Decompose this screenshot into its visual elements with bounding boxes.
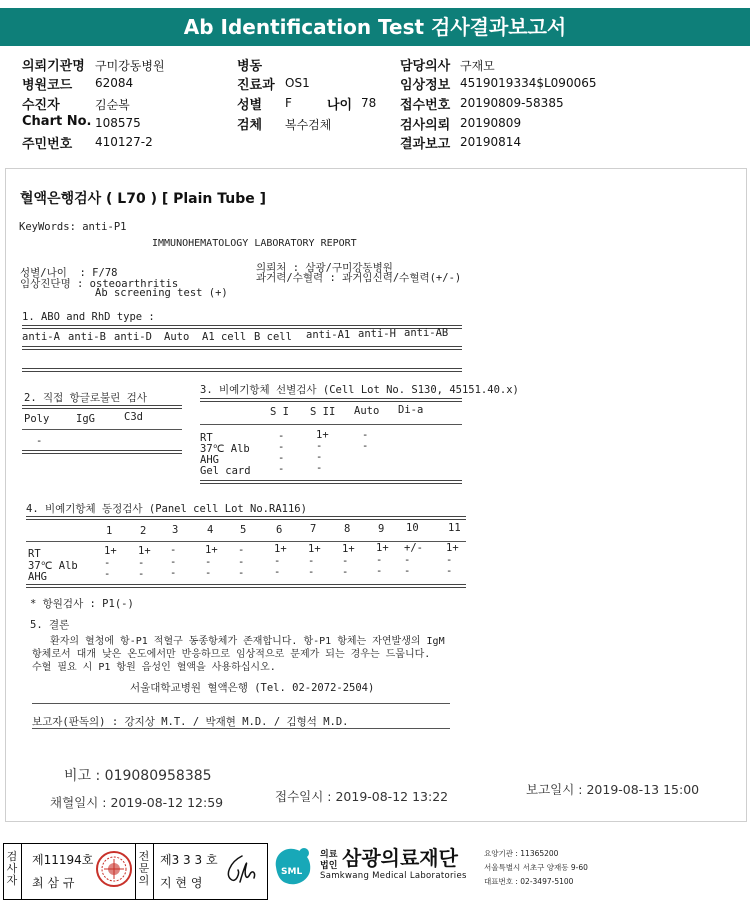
sec3-cell: - <box>278 463 285 475</box>
hospital-line: 서울대학교병원 혈액은행 (Tel. 02-2072-2504) <box>130 682 375 694</box>
history: 과거력/수혈력 : 과거임신력/수혈력(+/-) <box>256 272 462 284</box>
org-phone: 대표번호 : 02-3497-5100 <box>484 877 574 886</box>
receipt-no-label: 접수번호 <box>400 98 451 113</box>
report-title: Ab Identification Test 검사결과보고서 <box>183 15 567 39</box>
sex-label: 성별 <box>237 98 263 113</box>
sec4-cell: 1+ <box>138 544 151 557</box>
sec2-rule-top <box>22 405 182 409</box>
sec4-cell: - <box>238 543 245 556</box>
sec4-cell: - <box>404 553 411 566</box>
sec4-row-label: RT <box>28 548 41 560</box>
org-english-name: Samkwang Medical Laboratories <box>320 871 467 881</box>
report-heading: 혈액은행검사 ( L70 ) [ Plain Tube ] <box>20 191 267 207</box>
org-prefix-2: 법인 <box>320 861 338 871</box>
chart-no-value: 108575 <box>95 116 141 130</box>
sec4-title: 4. 비예기항체 동정검사 (Panel cell Lot No.RA116) <box>26 503 307 515</box>
box1-name: 최 삼 규 <box>32 876 75 890</box>
sec4-cell: - <box>138 567 145 580</box>
reporter-rule-top <box>32 703 450 704</box>
box2-divider <box>153 844 154 899</box>
sec1-col-1: anti-B <box>68 331 106 343</box>
sec4-row-label: AHG <box>28 571 47 583</box>
sec3-cell: - <box>362 440 369 452</box>
doctor-value: 구재모 <box>460 59 495 73</box>
resident-no-label: 주민번호 <box>22 137 73 152</box>
request-date-label: 검사의뢰 <box>400 118 451 133</box>
sec4-cell: - <box>104 568 111 580</box>
sec4-rule-top <box>26 516 466 520</box>
org-code: 요양기관 : 11365200 <box>484 849 559 858</box>
sec4-cell: +/- <box>404 541 423 554</box>
doctor-label: 담당의사 <box>400 59 451 74</box>
reporter-rule-bottom <box>32 728 450 729</box>
sec4-col-header: 8 <box>344 522 351 535</box>
sec3-col-2: Auto <box>354 405 380 417</box>
sec2-col-poly: Poly <box>24 413 50 425</box>
sec4-cell: 1+ <box>274 543 287 556</box>
org-address: 서울특별시 서초구 양재동 9-60 <box>484 863 588 872</box>
sec4-cell: - <box>238 566 245 579</box>
sec5-title: 5. 결론 <box>30 619 70 631</box>
sec3-cell: - <box>316 440 323 452</box>
sec3-title: 3. 비예기항체 선별검사 (Cell Lot No. S130, 45151.40.x) <box>200 384 519 396</box>
sec3-cell: 1+ <box>316 429 329 441</box>
sec4-cell: - <box>342 554 349 567</box>
patient-value: 김순복 <box>95 98 130 112</box>
sec1-rule-bottom <box>22 368 462 372</box>
sec4-col-header: 4 <box>207 524 214 537</box>
sec4-col-header: 7 <box>310 523 317 536</box>
sec2-col-igg: IgG <box>76 413 95 425</box>
report-date-value: 20190814 <box>460 135 522 149</box>
resident-no-value: 410127-2 <box>95 135 153 149</box>
sec4-cell: - <box>446 553 453 566</box>
conclusion-line2: 항체로서 대개 낮은 온도에서만 반응하므로 임상적으로 문제가 되는 경우는 드뭅니다. <box>32 649 431 660</box>
sec4-cell: - <box>170 556 177 569</box>
sec2-value: - <box>36 435 43 447</box>
sec4-cell: 1+ <box>104 545 117 557</box>
collected-time: 채혈일시 : 2019-08-12 12:59 <box>50 795 224 810</box>
sec1-col-5: B cell <box>254 331 292 343</box>
receipt-no-value: 20190809-58385 <box>460 96 564 110</box>
sec4-cell: 1+ <box>205 543 218 556</box>
sec4-col-header: 5 <box>240 523 247 536</box>
sec4-cell: - <box>238 555 245 568</box>
box2-license-no: 제3 3 3 호 <box>160 853 218 867</box>
sec4-col-header: 6 <box>276 523 283 536</box>
box1-vertical-label: 검 사 자 <box>6 850 18 887</box>
sec3-cell: - <box>278 441 285 453</box>
sml-logo-text: SML <box>281 867 303 877</box>
sex-value: F <box>285 96 292 110</box>
chart-no-label: Chart No. <box>22 114 92 129</box>
sec4-col-header: 2 <box>140 524 147 537</box>
hospital-code-value: 62084 <box>95 76 134 90</box>
sec3-row-label: AHG <box>200 454 219 466</box>
sec3-rule-top <box>200 398 462 402</box>
sec3-col-3: Di-a <box>398 404 424 416</box>
note-line: 비고 : 019080958385 <box>64 768 212 784</box>
sec2-title: 2. 직접 항글로불린 검사 <box>24 392 147 404</box>
sec4-cell: 1+ <box>342 542 355 555</box>
sec1-col-2: anti-D <box>114 331 152 343</box>
received-time: 접수일시 : 2019-08-12 13:22 <box>275 789 449 804</box>
sec4-cell: - <box>376 554 383 567</box>
sec1-col-0: anti-A <box>22 331 60 343</box>
lab-title: IMMUNOHEMATOLOGY LABORATORY REPORT <box>152 238 357 249</box>
dept-value: OS1 <box>285 76 310 90</box>
sec4-cell: - <box>104 557 111 569</box>
sml-logo-icon <box>270 843 316 889</box>
sec4-cell: - <box>308 554 315 567</box>
box2-vertical-label: 전 문 의 <box>138 850 150 887</box>
sec4-cell: - <box>308 565 315 578</box>
sec4-cell: - <box>138 556 145 569</box>
clinical-info-value: 4519019334$L090065 <box>460 76 597 90</box>
sec3-rule-mid <box>200 424 462 425</box>
org-name: 삼광의료재단 <box>342 846 458 870</box>
institution-label: 의뢰기관명 <box>22 59 85 74</box>
sec1-col-8: anti-AB <box>404 327 449 339</box>
report-date-label: 결과보고 <box>400 137 451 152</box>
sec4-cell: 1+ <box>446 541 459 554</box>
sec1-col-3: Auto <box>164 331 190 343</box>
sec3-cell: - <box>278 430 285 442</box>
box1-divider <box>21 844 22 899</box>
sec4-col-header: 11 <box>448 522 461 534</box>
box2-name: 지 현 영 <box>160 876 203 890</box>
seal-stamp-icon <box>94 849 134 889</box>
diagnosis-line1: 임상진단명 : osteoarthritis <box>20 278 179 290</box>
sec2-rule-mid <box>22 429 182 430</box>
sec4-col-header: 3 <box>172 524 179 537</box>
sec3-rule-bottom <box>200 480 462 484</box>
sec3-cell: - <box>278 452 285 464</box>
sec1-title: 1. ABO and RhD type : <box>22 311 155 323</box>
sec4-cell: - <box>342 565 349 578</box>
sec4-cell: - <box>170 544 177 557</box>
sec1-col-6: anti-A1 <box>306 329 351 341</box>
sec4-cell: - <box>205 566 212 579</box>
sec4-cell: 1+ <box>376 542 389 555</box>
sec4-col-header: 10 <box>406 522 419 535</box>
sec4-cell: - <box>404 564 411 577</box>
clinical-info-label: 임상정보 <box>400 78 451 93</box>
sec1-rule-top <box>22 325 462 329</box>
sec3-row-label: RT <box>200 432 213 444</box>
sec2-col-c3d: C3d <box>124 411 143 423</box>
sec4-rule-mid <box>26 541 466 542</box>
reported-time: 보고일시 : 2019-08-13 15:00 <box>526 782 700 797</box>
sec1-rule-mid <box>22 346 462 350</box>
box1-license-no: 제11194호 <box>32 853 94 867</box>
hospital-code-label: 병원코드 <box>22 78 73 93</box>
specimen-value: 복수검체 <box>285 118 332 132</box>
sec3-col-0: S I <box>270 406 289 418</box>
sec4-cell: - <box>274 555 281 568</box>
sec4-cell: - <box>274 566 281 579</box>
sec4-cell: - <box>205 555 212 568</box>
sec4-cell: - <box>376 565 383 578</box>
box-divider <box>135 844 136 899</box>
handwritten-signature-icon <box>222 852 260 888</box>
sec3-cell: - <box>362 429 369 441</box>
sec3-cell: - <box>316 462 323 474</box>
institution-value: 구미강동병원 <box>95 59 165 73</box>
sex-age: 성별/나이 : F/78 <box>20 267 118 279</box>
sec3-col-1: S II <box>310 406 336 418</box>
keywords: KeyWords: anti-P1 <box>19 221 127 233</box>
sec4-cell: 1+ <box>308 542 321 555</box>
conclusion-line3: 수혈 필요 시 P1 항원 음성인 혈액을 사용하십시오. <box>32 662 276 673</box>
sec2-rule-bottom <box>22 450 182 454</box>
dept-label: 진료과 <box>237 78 275 93</box>
patient-label: 수진자 <box>22 98 60 113</box>
sec4-rule-bottom <box>26 584 466 588</box>
sec3-cell: - <box>316 451 323 463</box>
sec4-col-header: 1 <box>106 525 113 537</box>
ward-label: 병동 <box>237 59 263 74</box>
sec4-cell: - <box>446 564 453 577</box>
org-prefix-1: 의료 <box>320 850 338 860</box>
conclusion-line1: 환자의 혈청에 항-P1 적혈구 동종항체가 존재합니다. 항-P1 항체는 자연발생의 IgM <box>32 636 445 647</box>
sec4-row-label: 37℃ Alb <box>28 560 78 572</box>
request-date-value: 20190809 <box>460 116 522 130</box>
sec4-cell: - <box>170 567 177 580</box>
requester: 의뢰처 : 삼광/구미강동병원 <box>256 262 393 274</box>
age-value: 78 <box>361 96 377 110</box>
sec3-row-label: 37℃ Alb <box>200 443 250 455</box>
age-label: 나이 <box>327 98 353 113</box>
sec4-col-header: 9 <box>378 522 385 535</box>
antigen-result: * 항원검사 : P1(-) <box>30 598 134 610</box>
sec1-col-7: anti-H <box>358 328 396 340</box>
sec3-row-label: Gel card <box>200 465 251 477</box>
sec1-col-4: A1 cell <box>202 331 247 343</box>
diagnosis-line2: Ab screening test (+) <box>95 287 228 299</box>
specimen-label: 검체 <box>237 118 263 133</box>
reporter-line: 보고자(판독의) : 강지상 M.T. / 박재현 M.D. / 김형석 M.D. <box>32 716 349 728</box>
